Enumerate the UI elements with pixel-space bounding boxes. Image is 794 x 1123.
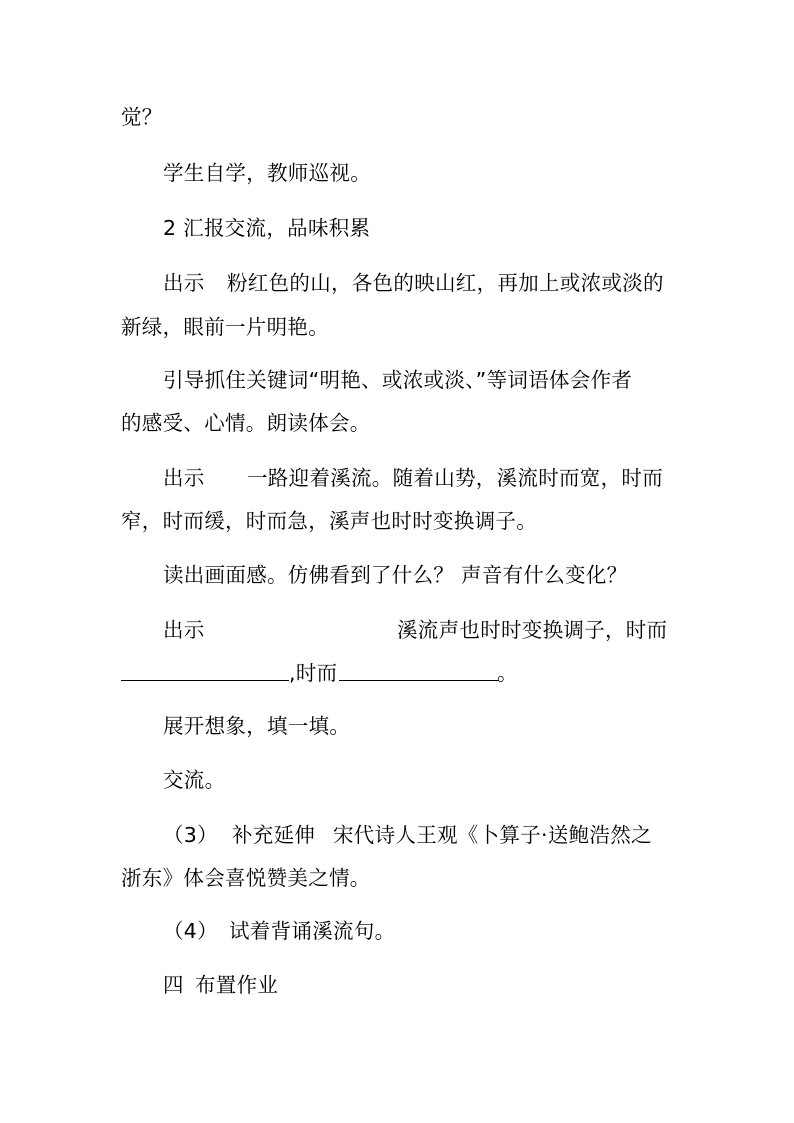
fill-sentence: 溪流声也时时变换调子，时而 <box>397 618 668 642</box>
quote-text-1: 粉红色的山，各色的映山红，再加上或浓或淡的 <box>227 271 664 295</box>
section-heading-homework: 布置作业 <box>195 973 279 997</box>
show-label-1: 出示 <box>163 271 205 295</box>
item-number-4: （4） <box>163 919 218 943</box>
poem-text-cont: 浙东》体会喜悦赞美之情。 <box>121 866 371 890</box>
quote-text-1-cont: 新绿，眼前一片明艳。 <box>121 315 329 339</box>
show-label-3: 出示 <box>163 618 205 642</box>
item-number-3: （3） <box>163 823 218 847</box>
reading-prompt: 读出画面感。仿佛看到了什么？ 声音有什么变化？ <box>163 563 628 587</box>
fill-sentence-end: 。 <box>497 661 518 685</box>
section-heading-report: 2 汇报交流，品味积累 <box>163 216 371 240</box>
guide-text-cont: 的感受、心情。朗读体会。 <box>121 411 371 435</box>
fill-blank-1 <box>121 660 289 681</box>
recite-text: 试着背诵溪流句。 <box>229 919 396 943</box>
exchange-text: 交流。 <box>163 768 226 792</box>
self-study-text: 学生自学，教师巡视。 <box>163 161 371 185</box>
show-label-2: 出示 <box>163 466 205 490</box>
quote-text-2: 一路迎着溪流。随着山势，溪流时而宽，时而 <box>247 466 663 490</box>
fill-blank-2 <box>339 660 499 681</box>
fill-sentence-cont: ,时而 <box>289 661 338 685</box>
section-number-four: 四 <box>163 973 184 997</box>
extension-label: 补充延伸 <box>232 823 316 847</box>
text-jue: 觉？ <box>121 105 163 129</box>
guide-text: 引导抓住关键词“明艳、或浓或淡、”等词语体会作者 <box>163 368 633 392</box>
imagine-text: 展开想象，填一填。 <box>163 714 351 738</box>
quote-text-2-cont: 窄，时而缓，时而急，溪声也时时变换调子。 <box>121 509 537 533</box>
poem-text: 宋代诗人王观《卜算子·送鲍浩然之 <box>333 823 652 847</box>
